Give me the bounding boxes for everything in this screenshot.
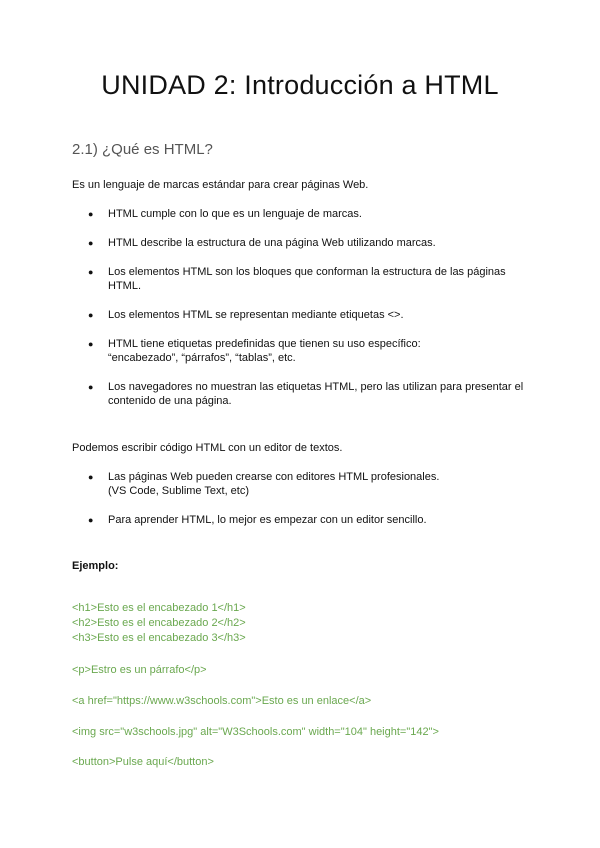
intro-paragraph: Es un lenguaje de marcas estándar para crear páginas Web. xyxy=(72,179,369,191)
code-h2: <h2>Esto es el encabezado 2</h2> xyxy=(72,617,246,629)
code-h3: <h3>Esto es el encabezado 3</h3> xyxy=(72,632,246,644)
list-item: ● Los elementos HTML se representan mediante etiquetas <>. xyxy=(88,309,404,321)
list-item: ● Para aprender HTML, lo mejor es empezar con un editor sencillo. xyxy=(88,514,427,526)
list-item: ● HTML cumple con lo que es un lenguaje de marcas. xyxy=(88,208,362,220)
bullet-icon: ● xyxy=(88,238,94,248)
list-item: ● HTML describe la estructura de una página Web utilizando marcas. xyxy=(88,237,436,249)
editor-paragraph: Podemos escribir código HTML con un editor de textos. xyxy=(72,442,343,454)
code-img: <img src="w3schools.jpg" alt="W3Schools.com" width="104" height="142"> xyxy=(72,726,439,738)
bullet-icon: ● xyxy=(88,267,94,277)
page-title: UNIDAD 2: Introducción a HTML xyxy=(101,70,499,100)
bullet-icon: ● xyxy=(88,472,94,482)
code-a: <a href="https://www.w3schools.com">Esto es un enlace</a> xyxy=(72,695,372,707)
bullet-icon: ● xyxy=(88,339,94,349)
bullet-icon: ● xyxy=(88,515,94,525)
list-item: ● Los navegadores no muestran las etiquetas HTML, pero las utilizan para presentar el contenido de una página. xyxy=(88,381,524,407)
code-button: <button>Pulse aquí</button> xyxy=(72,756,214,768)
code-h1: <h1>Esto es el encabezado 1</h1> xyxy=(72,602,246,614)
html-facts-list xyxy=(72,207,542,423)
editors-list xyxy=(72,470,542,542)
section-heading: 2.1) ¿Qué es HTML? xyxy=(72,141,213,158)
list-item: ● HTML tiene etiquetas predefinidas que tienen su uso específico: “encabezado”, “párrafos”, “tablas”, etc. xyxy=(88,338,421,364)
list-item: ● Los elementos HTML son los bloques que conforman la estructura de las páginas HTML. xyxy=(88,266,506,292)
bullet-icon: ● xyxy=(88,382,94,392)
code-p: <p>Estro es un párrafo</p> xyxy=(72,664,207,676)
list-item: ● Las páginas Web pueden crearse con editores HTML profesionales. (VS Code, Sublime Text, etc) xyxy=(88,471,440,497)
bullet-icon: ● xyxy=(88,209,94,219)
bullet-icon: ● xyxy=(88,310,94,320)
example-label: Ejemplo: xyxy=(72,560,119,572)
